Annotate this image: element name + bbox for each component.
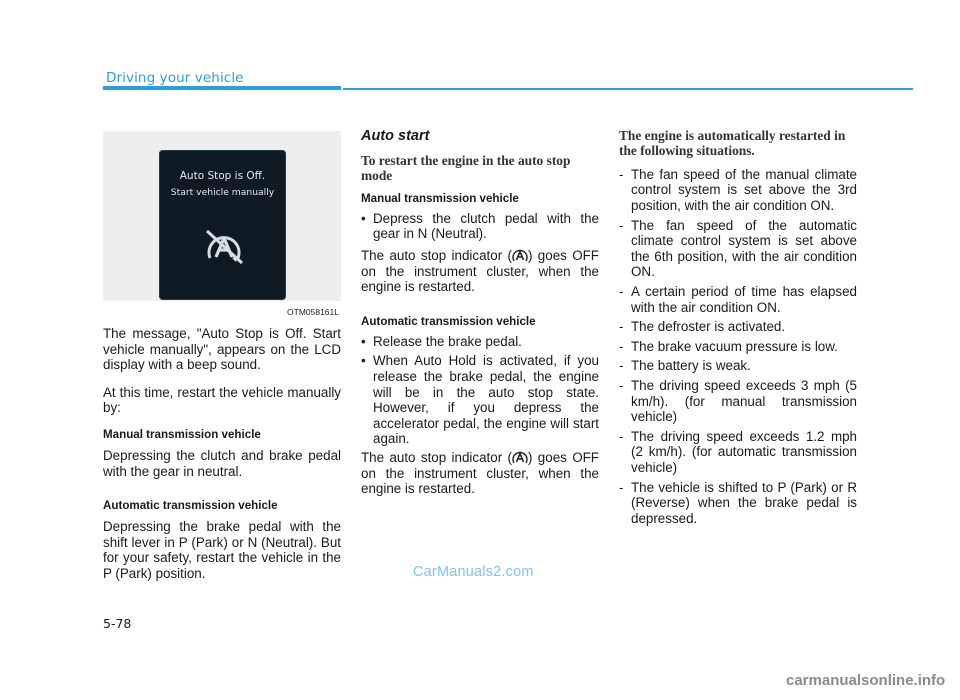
paragraph-manual: Depressing the clutch and brake pedal with the gear in neutral. [103,447,341,479]
bullet-mark: • [361,210,366,226]
list-item: • Release the brake pedal. [361,333,522,349]
watermark-center[interactable]: CarManuals2.com [413,564,534,580]
manual-bullet-list [361,211,599,242]
bullet-mark: • [361,353,366,369]
auto-stop-indicator-icon [512,451,528,464]
bullet-mark: • [361,333,366,349]
paragraph-message: The message, "Auto Stop is Off. Start vehicle manually", appears on the LCD display with a beep sound. [103,326,341,373]
list-item: • When Auto Hold is activated, if you release the brake pedal, the engine will be in the auto stop state. However, if you depress the accelerator pedal, the engine will start again. [361,353,599,447]
subheading-restart-auto-stop: To restart the engine in the auto stop mode [361,153,571,184]
subheading-automatic: Automatic transmission vehicle [103,499,278,513]
paragraph-restart-manually: At this time, restart the vehicle manually by: [103,384,341,416]
list-item: - The driving speed exceeds 3 mph (5 km/h). (for manual transmission vehicle) [619,377,857,425]
list-item: - The battery is weak. [619,358,751,374]
column-1 [103,131,341,582]
lcd-message-line2: Start vehicle manually [170,187,275,198]
lcd-figure [103,131,341,317]
list-item: • Depress the clutch pedal with the gear in N (Neutral). [361,210,599,242]
restart-situations-list [619,167,857,526]
header-rule-thick [103,86,341,90]
list-item: - The fan speed of the manual climate control system is set above the 3rd position, with the air condition ON. [619,166,857,213]
list-item: - A certain period of time has elapsed with the air condition ON. [619,283,857,315]
section-title: Driving your vehicle [106,70,244,86]
list-item: - The driving speed exceeds 1.2 mph (2 km/h). (for automatic transmission vehicle) [619,428,857,475]
list-item: - The brake vacuum pressure is low. [619,338,838,354]
page-header [103,68,913,94]
paragraph-indicator-automatic: The auto stop indicator ( ) goes OFF on the instrument cluster, when the engine is restarted. [361,449,599,497]
subheading-manual: Manual transmission vehicle [103,427,261,441]
label-manual-transmission: Manual transmission vehicle [361,191,519,205]
paragraph-indicator-manual: The auto stop indicator ( ) goes OFF on the instrument cluster, when the engine is restarted. [361,248,599,295]
list-item: - The fan speed of the automatic climate control system is set above the 6th position, with the air condition ON. [619,217,857,280]
list-item: - The vehicle is shifted to P (Park) or R (Reverse) when the brake pedal is depressed. [619,479,857,526]
figure-caption: OTM058161L [287,307,339,317]
header-rule-thin [343,88,913,90]
lcd-message-line1: Auto Stop is Off. [179,170,266,182]
automatic-bullet-list [361,334,599,447]
heading-auto-start: Auto start [361,128,430,144]
watermark-corner[interactable]: carmanualsonline.info [786,672,946,689]
paragraph-automatic: Depressing the brake pedal with the shift lever in P (Park) or N (Neutral). But for your safety, restart the vehicle in the P (Park) position. [103,519,341,581]
lcd-display [159,150,286,300]
heading-automatic-restart: The engine is automatically restarted in the following situations. [619,128,846,159]
auto-stop-off-icon [202,228,246,268]
label-automatic-transmission: Automatic transmission vehicle [361,314,536,328]
list-item: - The defroster is activated. [619,319,786,335]
auto-stop-indicator-icon [512,249,528,262]
column-3 [619,128,857,530]
page-number: 5-78 [103,616,132,631]
column-2 [361,128,599,497]
